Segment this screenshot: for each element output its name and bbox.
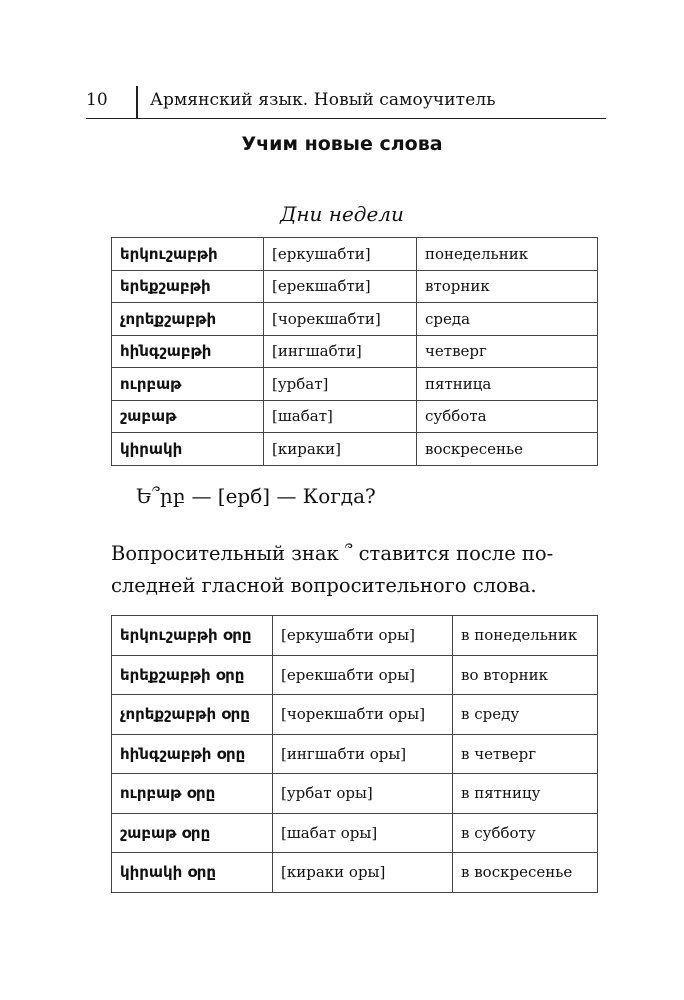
table-row (112, 616, 598, 656)
table-row (112, 433, 598, 466)
transcription: [шабат оры] (273, 813, 453, 853)
russian-translation: в понедельник (453, 616, 598, 656)
table-row (112, 813, 598, 853)
transcription: [чорекшабти] (264, 303, 417, 336)
russian-translation: пятница (417, 368, 598, 401)
page-number: 10 (86, 90, 108, 110)
table-row (112, 238, 598, 271)
header-divider (136, 86, 138, 118)
armenian-word: շաբաթ օրը (112, 813, 273, 853)
armenian-word: հինգշաբթի օրը (112, 734, 273, 774)
transcription: [ерекшабти оры] (273, 655, 453, 695)
table-row (112, 774, 598, 814)
armenian-word: չորեքշաբթի (112, 303, 264, 336)
russian-translation: среда (417, 303, 598, 336)
table-row (112, 335, 598, 368)
question-line: Ե՞րբ — [ерб] — Когда? (136, 484, 376, 508)
explanation-line-1: Вопросительный знак ՞ ставится после по- (111, 542, 554, 565)
days-of-week-table (111, 237, 598, 466)
transcription: [урбат оры] (273, 774, 453, 814)
transcription: [кираки] (264, 433, 417, 466)
russian-translation: вторник (417, 270, 598, 303)
armenian-word: շաբաթ (112, 400, 264, 433)
explanation-paragraph (111, 538, 605, 602)
section-title: Учим новые слова (241, 133, 443, 155)
transcription: [чорекшабти оры] (273, 695, 453, 735)
armenian-word: երկուշաբթի (112, 238, 264, 271)
days-table-caption: Дни недели (280, 202, 404, 226)
transcription: [еркушабти] (264, 238, 417, 271)
running-title: Армянский язык. Новый самоучитель (150, 90, 496, 110)
armenian-word: երկուշաբթի օրը (112, 616, 273, 656)
transcription: [ингшабти оры] (273, 734, 453, 774)
table-row (112, 270, 598, 303)
page-header (86, 86, 606, 119)
table-row (112, 655, 598, 695)
russian-translation: в среду (453, 695, 598, 735)
transcription: [еркушабти оры] (273, 616, 453, 656)
transcription: [ингшабти] (264, 335, 417, 368)
russian-translation: в четверг (453, 734, 598, 774)
armenian-word: չորեքշաբթի օրը (112, 695, 273, 735)
transcription: [шабат] (264, 400, 417, 433)
armenian-word: ուրբաթ (112, 368, 264, 401)
table-row (112, 695, 598, 735)
russian-translation: в воскресенье (453, 853, 598, 893)
transcription: [ерекшабти] (264, 270, 417, 303)
russian-translation: четверг (417, 335, 598, 368)
days-table-body (112, 238, 598, 466)
russian-translation: во вторник (453, 655, 598, 695)
armenian-word: հինգշաբթի (112, 335, 264, 368)
table-row (112, 303, 598, 336)
table-row (112, 853, 598, 893)
russian-translation: суббота (417, 400, 598, 433)
table-row (112, 734, 598, 774)
table-row (112, 368, 598, 401)
table-row (112, 400, 598, 433)
transcription: [урбат] (264, 368, 417, 401)
armenian-word: ուրբաթ օրը (112, 774, 273, 814)
on-days-table (111, 615, 598, 893)
russian-translation: в пятницу (453, 774, 598, 814)
armenian-word: կիրակի օրը (112, 853, 273, 893)
on-days-table-body (112, 616, 598, 893)
russian-translation: воскресенье (417, 433, 598, 466)
armenian-word: երեքշաբթի (112, 270, 264, 303)
armenian-word: երեքշաբթի օրը (112, 655, 273, 695)
transcription: [кираки оры] (273, 853, 453, 893)
armenian-word: կիրակի (112, 433, 264, 466)
explanation-line-2: следней гласной вопросительного слова. (111, 574, 537, 597)
russian-translation: в субботу (453, 813, 598, 853)
russian-translation: понедельник (417, 238, 598, 271)
